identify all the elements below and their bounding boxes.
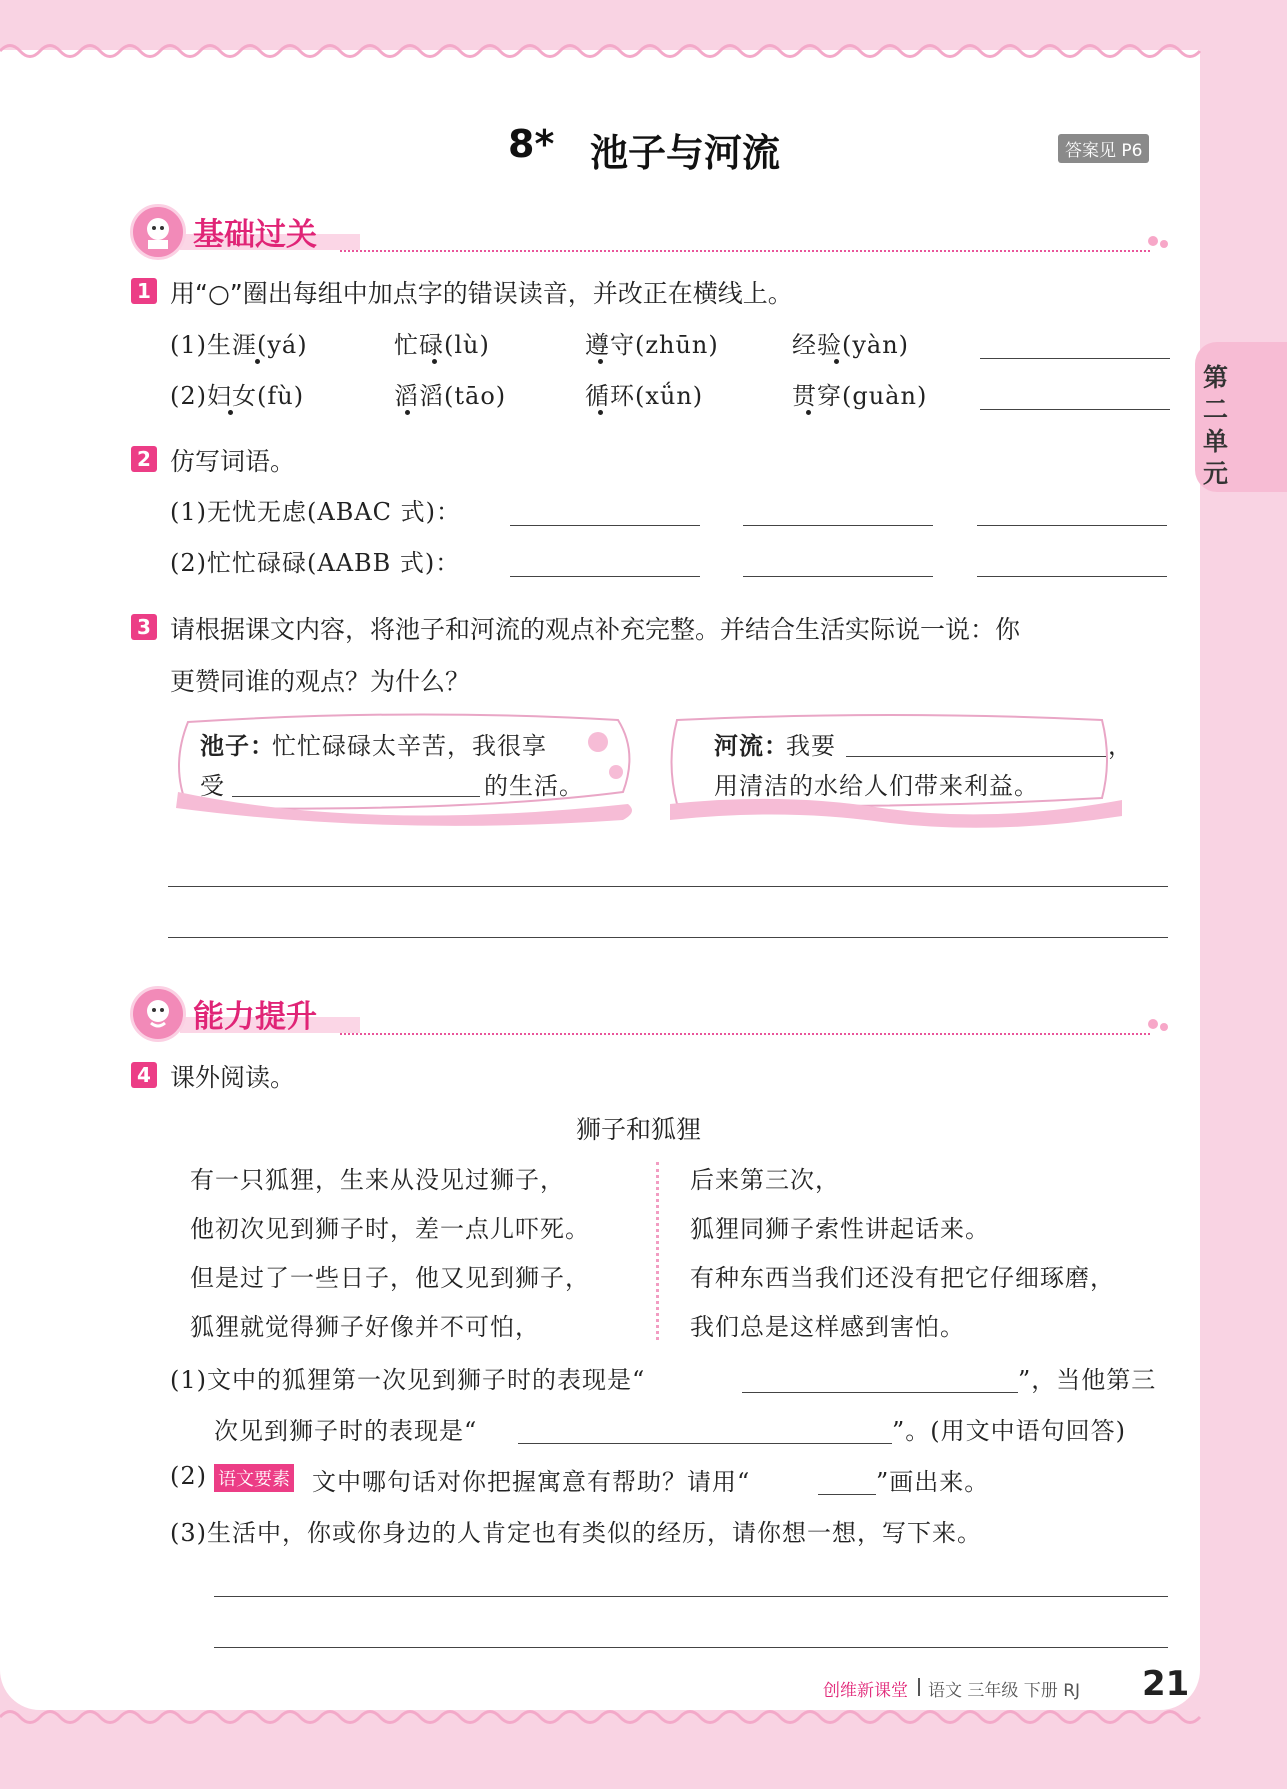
q4-sub2-text: 文中哪句话对你把握寓意有帮助？请用“ [312,1468,751,1496]
river-answer-line[interactable] [846,756,1106,757]
bottom-wave-border [0,1706,1287,1728]
q4-sub1-answer-line-2[interactable] [518,1443,892,1444]
q4-sub2-number: (2) [170,1462,207,1490]
q1-answer-line-1[interactable] [980,358,1170,359]
q4-sub1-line2-pre: 次见到狮子时的表现是“ [214,1417,478,1445]
q4-prompt: 课外阅读。 [170,1063,296,1092]
q3-answer-line[interactable] [168,886,1168,887]
section-mascot-icon [130,986,186,1042]
q4-sub3-answer-line[interactable] [214,1647,1168,1648]
q3-prompt-line1: 请根据课文内容，将池子和河流的观点补充完整。并结合生活实际说一说：你 [170,615,1021,644]
q1-r2-item1: (2)妇女(fù) [170,382,305,410]
poem-right-line4: 我们总是这样感到害怕。 [690,1313,965,1341]
poem-right-line2: 狐狸同狮子索性讲起话来。 [690,1215,990,1243]
q2-answer-line[interactable] [977,576,1167,577]
q1-r2-item2: 滔滔(tāo) [394,382,507,410]
footer-brand: 创维新课堂 [823,1681,908,1701]
divider-dot-icon [1148,1019,1158,1029]
river-line1: 我要 [786,732,836,760]
question-number-4: 4 [131,1062,157,1088]
river-line2: 用清洁的水给人们带来利益。 [714,772,1039,800]
footer-info: 语文 三年级 下册 RJ [928,1681,1081,1701]
q2-answer-line[interactable] [977,525,1167,526]
question-number-1: 1 [131,278,157,304]
divider-dot-icon [1160,240,1168,248]
q1-r1-item3: 遵守(zhūn) [585,331,719,359]
poem-left-line2: 他初次见到狮子时，差一点儿吓死。 [190,1215,590,1243]
pond-line2-post: 的生活。 [484,772,584,800]
q4-sub1-line2-post: ”。(用文中语句回答) [892,1417,1126,1445]
q4-sub2-underline-sample [818,1494,876,1495]
footer-divider [918,1678,920,1696]
q2-prompt: 仿写词语。 [170,447,296,476]
emphasis-dot [255,359,260,364]
page-number: 21 [1142,1664,1190,1704]
q1-r1-item1: (1)生涯(yá) [170,331,308,359]
poem-right-line3: 有种东西当我们还没有把它仔细琢磨， [690,1264,1115,1292]
q4-sub3-text: (3)生活中，你或你身边的人肯定也有类似的经历，请你想一想，写下来。 [170,1519,982,1547]
q1-r2-item3: 循环(xǘn) [585,382,704,410]
top-wave-border [0,40,1287,62]
section-mascot-icon [130,204,186,260]
emphasis-dot [806,410,811,415]
pond-line1: 忙忙碌碌太辛苦，我很享 [272,732,547,760]
q1-prompt: 用“○”圈出每组中加点字的错误读音，并改正在横线上。 [170,279,793,308]
q1-r1-item4: 经验(yàn) [792,331,910,359]
q1-answer-line-2[interactable] [980,409,1170,410]
pond-line2-pre: 受 [200,772,225,800]
emphasis-dot [598,359,603,364]
question-number-3: 3 [131,614,157,640]
q2-answer-line[interactable] [510,576,700,577]
poem-right-line1: 后来第三次， [690,1166,840,1194]
lesson-title: 池子与河流 [590,131,781,175]
unit-side-tab-label: 第二单元 [1203,363,1229,488]
q2-answer-line[interactable] [743,576,933,577]
emphasis-dot [834,359,839,364]
q4-sub1-line1-post: ”，当他第三 [1018,1366,1157,1394]
q4-sub3-answer-line[interactable] [214,1596,1168,1597]
section-title-basic: 基础过关 [193,217,317,253]
q3-answer-line[interactable] [168,937,1168,938]
q1-r1-item2: 忙碌(lù) [394,331,490,359]
river-line1-post: ， [1108,732,1133,760]
emphasis-dot [598,410,603,415]
section-divider [340,250,1150,252]
poem-title: 狮子和狐狸 [576,1115,702,1144]
q2-item2: (2)忙忙碌碌(AABB 式)： [170,549,461,577]
emphasis-dot [228,410,233,415]
section-divider [340,1033,1150,1035]
divider-dot-icon [1148,236,1158,246]
poem-left-line1: 有一只狐狸，生来从没见过狮子， [190,1166,565,1194]
q3-prompt-line2: 更赞同谁的观点？为什么？ [170,667,471,696]
divider-dot-icon [1160,1023,1168,1031]
q1-r2-item4: 贯穿(guàn) [792,382,928,410]
emphasis-dot [432,359,437,364]
poem-left-line3: 但是过了一些日子，他又见到狮子， [190,1264,590,1292]
q4-sub1-line1-pre: (1)文中的狐狸第一次见到狮子时的表现是“ [170,1366,646,1394]
pond-label: 池子： [200,732,275,760]
pond-answer-line[interactable] [232,796,480,797]
language-element-tag: 语文要素 [214,1464,294,1492]
q4-sub2-post: ”画出来。 [876,1468,990,1496]
q4-sub1-answer-line-1[interactable] [742,1392,1018,1393]
lesson-number: 8* [508,122,555,166]
q2-item1: (1)无忧无虑(ABAC 式)： [170,498,462,526]
poem-column-divider [656,1162,659,1340]
poem-left-line4: 狐狸就觉得狮子好像并不可怕， [190,1313,540,1341]
q2-answer-line[interactable] [743,525,933,526]
answer-reference-badge: 答案见 P6 [1058,134,1149,163]
river-label: 河流： [714,732,789,760]
section-title-advanced: 能力提升 [193,999,317,1035]
emphasis-dot [405,410,410,415]
q2-answer-line[interactable] [510,525,700,526]
question-number-2: 2 [131,446,157,472]
